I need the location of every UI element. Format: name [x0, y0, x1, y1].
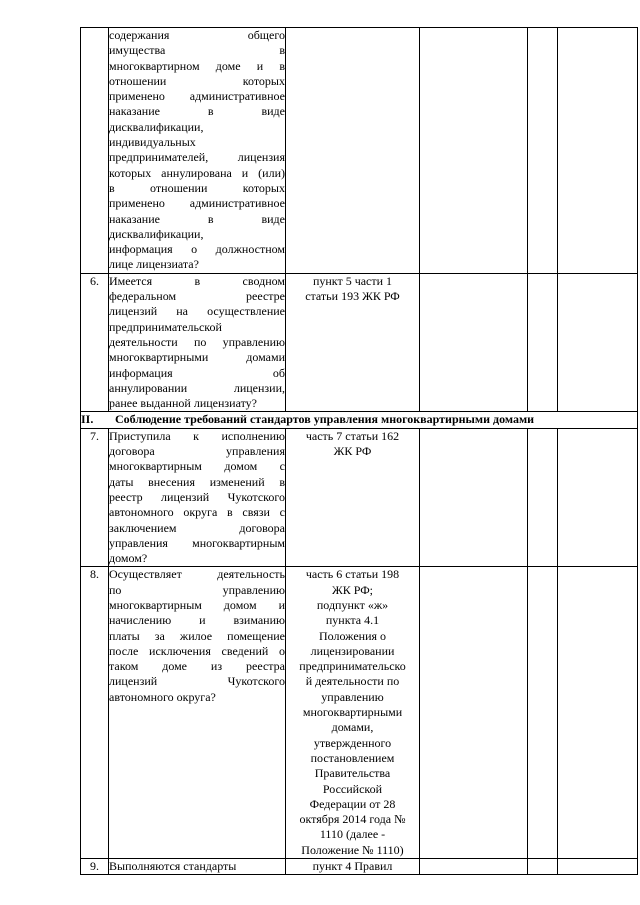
- table-row: [81, 567, 638, 859]
- question-line: индивидуальных: [109, 135, 196, 150]
- row-number: 8.: [81, 567, 109, 859]
- answer-yes-cell: [420, 28, 528, 274]
- basis-line: предпринимательско: [299, 659, 406, 674]
- question-line: лицензий на осуществление: [109, 304, 285, 319]
- basis-line: 1110 (далее -: [319, 827, 386, 842]
- question-line: после исключения сведений о: [109, 643, 285, 658]
- basis-line: управлению: [321, 689, 384, 704]
- answer-yes-cell: [420, 567, 528, 859]
- question-line: лицензий Чукотского: [109, 674, 285, 689]
- section-row: [81, 412, 638, 428]
- basis-line: постановлением: [310, 750, 395, 765]
- question-line: Осуществляет деятельность: [109, 567, 285, 582]
- question-line: Имеется в сводном: [109, 273, 285, 288]
- question-line: содержания общего: [109, 28, 285, 42]
- answer-yes-cell: [420, 859, 528, 875]
- basis-line: октября 2014 года №: [299, 812, 406, 827]
- legal-basis-cell: [286, 28, 420, 274]
- table-row: [81, 428, 638, 567]
- basis-line: пункта 4.1: [325, 613, 380, 628]
- question-line: домом?: [109, 551, 148, 566]
- row-number: [81, 28, 109, 274]
- question-cell: [109, 28, 286, 274]
- question-line: наказание в виде: [109, 211, 285, 226]
- question-line: аннулировании лицензии,: [109, 380, 285, 395]
- answer-no-cell: [528, 567, 558, 859]
- question-line: информация о должностном: [109, 242, 285, 257]
- question-line: отношении которых: [109, 73, 285, 88]
- basis-line: часть 6 статьи 198: [305, 567, 400, 582]
- legal-basis-cell: [286, 567, 420, 859]
- answer-no-cell: [528, 273, 558, 412]
- basis-line: часть 7 статьи 162: [305, 428, 400, 443]
- basis-line: ЖК РФ;: [331, 582, 374, 597]
- basis-line: статьи 193 ЖК РФ: [305, 289, 400, 304]
- question-line: дисквалификации,: [109, 226, 204, 241]
- question-line: платы за жилое помещение: [109, 628, 285, 643]
- answer-yes-cell: [420, 273, 528, 412]
- basis-line: Положение № 1110): [301, 842, 404, 857]
- basis-line: утвержденного: [313, 735, 392, 750]
- row-number: 7.: [81, 428, 109, 567]
- row-number: 9.: [81, 859, 109, 875]
- question-line: лице лицензиата?: [109, 257, 199, 272]
- question-line: договора управления: [109, 444, 285, 459]
- question-line: многоквартирным домом с: [109, 459, 285, 474]
- section-number: II.: [81, 412, 94, 427]
- question-cell: [109, 273, 286, 412]
- basis-line: Российской: [322, 781, 383, 796]
- question-line: имущества в: [109, 43, 285, 58]
- question-line: автономного округа в связи с: [109, 505, 285, 520]
- question-line: Выполняются стандарты: [109, 859, 237, 874]
- question-line: которых аннулирована и (или): [109, 165, 285, 180]
- note-cell: [558, 273, 638, 412]
- question-line: многоквартирном доме и в: [109, 58, 285, 73]
- question-line: информация об: [109, 365, 285, 380]
- question-line: управления многоквартирным: [109, 535, 285, 550]
- table-row: [81, 28, 638, 274]
- checklist-table: [80, 27, 638, 875]
- row-number: 6.: [81, 273, 109, 412]
- question-line: деятельности по управлению: [109, 334, 285, 349]
- question-line: автономного округа?: [109, 689, 216, 704]
- basis-line: Положения о: [318, 628, 387, 643]
- question-line: предпринимательской: [109, 319, 222, 334]
- question-line: федеральном реестре: [109, 289, 285, 304]
- table-row: [81, 273, 638, 412]
- answer-yes-cell: [420, 428, 528, 567]
- basis-line: подпункт «ж»: [316, 597, 389, 612]
- section-heading: [81, 412, 638, 428]
- note-cell: [558, 28, 638, 274]
- question-line: применено административное: [109, 196, 285, 211]
- question-line: реестр лицензий Чукотского: [109, 489, 285, 504]
- question-line: начислению и взиманию: [109, 613, 285, 628]
- question-cell: [109, 859, 286, 875]
- basis-line: Правительства: [314, 766, 391, 781]
- question-line: наказание в виде: [109, 104, 285, 119]
- basis-line: ЖК РФ: [333, 444, 372, 459]
- question-line: дисквалификации,: [109, 119, 204, 134]
- basis-line: пункт 5 части 1: [312, 273, 393, 288]
- legal-basis-cell: [286, 273, 420, 412]
- legal-basis-cell: [286, 428, 420, 567]
- question-line: ранее выданной лицензиату?: [109, 396, 257, 411]
- question-line: в отношении которых: [109, 180, 285, 195]
- question-line: Приступила к исполнению: [109, 428, 285, 443]
- section-title: Соблюдение требований стандартов управления многоквартирными домами: [115, 412, 535, 427]
- basis-line: многоквартирными: [302, 705, 403, 720]
- basis-line: лицензировании: [310, 643, 395, 658]
- question-line: применено административное: [109, 89, 285, 104]
- question-line: многоквартирным домом и: [109, 597, 285, 612]
- note-cell: [558, 859, 638, 875]
- basis-line: й деятельности по: [305, 674, 400, 689]
- question-cell: [109, 428, 286, 567]
- legal-basis-cell: [286, 859, 420, 875]
- note-cell: [558, 428, 638, 567]
- basis-line: пункт 4 Правил: [312, 859, 393, 874]
- table-row: [81, 859, 638, 875]
- question-line: предпринимателей, лицензия: [109, 150, 285, 165]
- answer-no-cell: [528, 859, 558, 875]
- question-cell: [109, 567, 286, 859]
- question-line: по управлению: [109, 582, 285, 597]
- note-cell: [558, 567, 638, 859]
- question-line: многоквартирными домами: [109, 350, 285, 365]
- question-line: заключением договора: [109, 520, 285, 535]
- basis-line: Федерации от 28: [309, 796, 396, 811]
- question-line: даты внесения изменений в: [109, 474, 285, 489]
- answer-no-cell: [528, 28, 558, 274]
- basis-line: домами,: [331, 720, 374, 735]
- answer-no-cell: [528, 428, 558, 567]
- question-line: таком доме из реестра: [109, 659, 285, 674]
